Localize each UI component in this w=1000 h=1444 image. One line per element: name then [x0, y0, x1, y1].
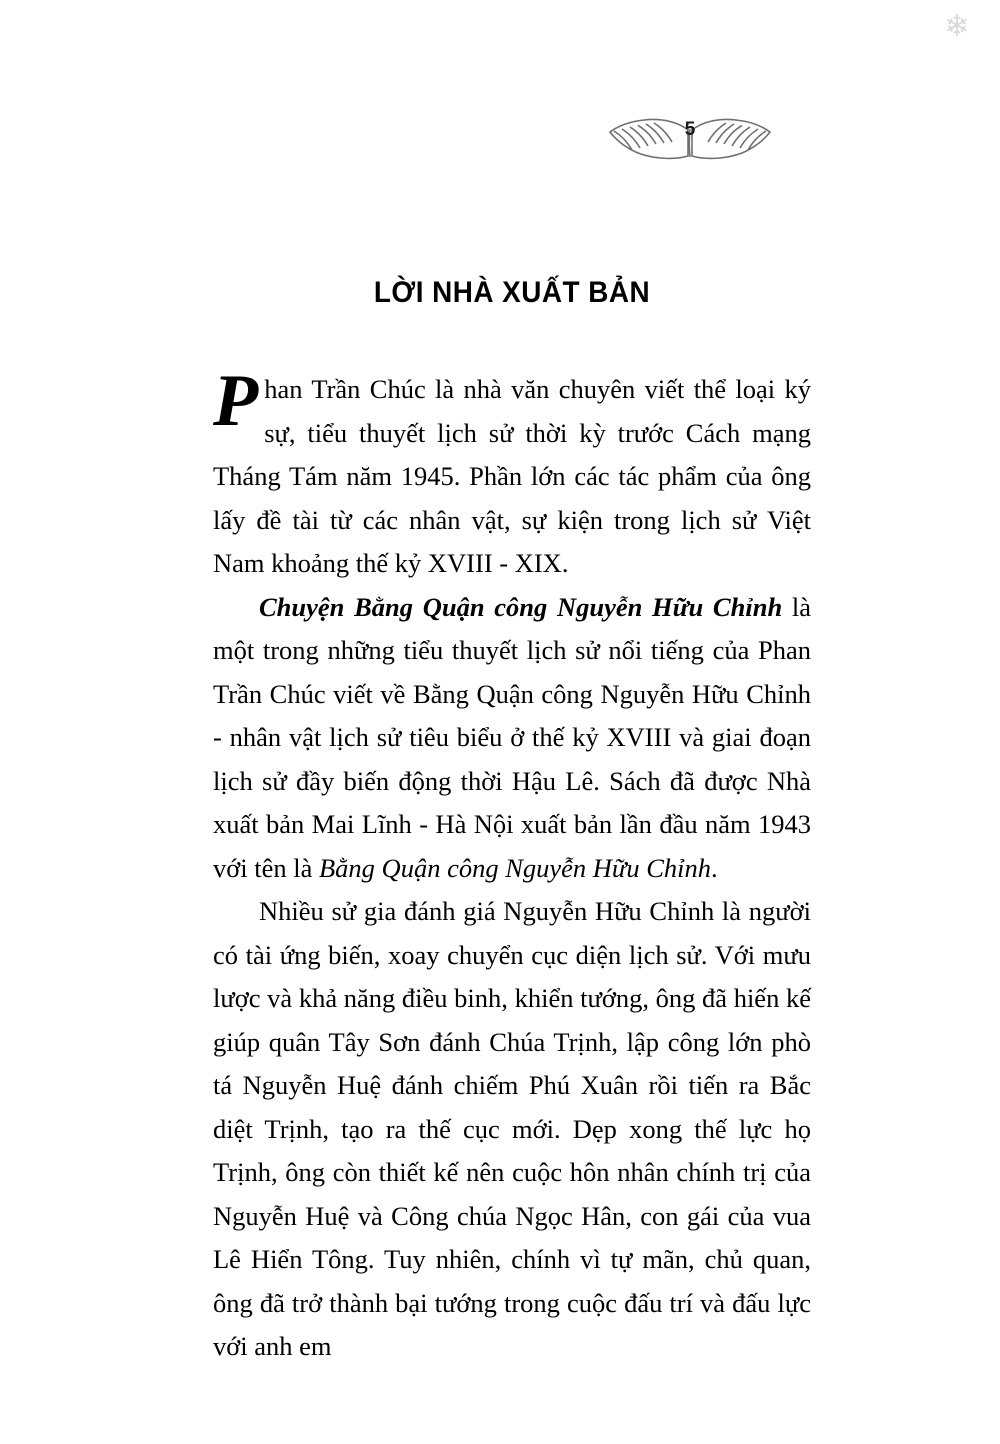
paragraph-3: Nhiều sử gia đánh giá Nguyễn Hữu Chỉnh là người có tài ứng biến, xoay chuyển cục diện lịch sử. Với mưu lược và khả năng điều binh, khiển tướng, ông đã hiến kế giúp quân Tây Sơn đánh Chúa Trịnh, lập công lớn phò tá Nguyễn Huệ đánh chiếm Phú Xuân rồi tiến ra Bắc diệt Trịnh, tạo ra thế cục mới. Dẹp xong thế lực họ Trịnh, ông còn thiết kế nên cuộc hôn nhân chính trị của Nguyễn Huệ và Công chúa Ngọc Hân, con gái của vua Lê Hiển Tông. Tuy nhiên, chính vì tự mãn, chủ quan, ông đã trở thành bại tướng trong cuộc đấu trí và đấu lực với anh em — [213, 896, 811, 1361]
paragraph-2 — [213, 586, 811, 891]
page-header — [570, 108, 810, 178]
paragraph-2-text: là một trong những tiểu thuyết lịch sử nổi tiếng của Phan Trần Chúc viết về Bằng Quận công Nguyễn Hữu Chỉnh - nhân vật lịch sử tiêu biểu ở thế kỷ XVIII và giai đoạn lịch sử đầy biến động thời Hậu Lê. Sách đã được Nhà xuất bản Mai Lĩnh - Hà Nội xuất bản lần đầu năm 1943 với tên là — [213, 591, 811, 883]
book-title-emphasis: Chuyện Bằng Quận công Nguyễn Hữu Chỉnh — [259, 591, 783, 622]
paragraph-2-text-end: . — [711, 852, 718, 883]
paragraph-1-text: han Trần Chúc là nhà văn chuyên viết thể loại ký sự, tiểu thuyết lịch sử thời kỳ trước Cách mạng Tháng Tám năm 1945. Phần lớn các tác phẩm của ông lấy đề tài từ các nhân vật, sự kiện trong lịch sử Việt Nam khoảng thế kỷ XVIII - XIX. — [213, 374, 811, 578]
drop-cap: P — [213, 360, 259, 442]
page-number: 5 — [684, 119, 696, 140]
page-body — [213, 276, 811, 1369]
page-title: LỜI NHÀ XUẤT BẢN — [373, 276, 651, 309]
asterisk-flower-icon: ❄ — [944, 10, 970, 43]
original-title-emphasis: Bằng Quận công Nguyễn Hữu Chỉnh — [319, 852, 712, 883]
paragraph-1 — [213, 360, 811, 586]
